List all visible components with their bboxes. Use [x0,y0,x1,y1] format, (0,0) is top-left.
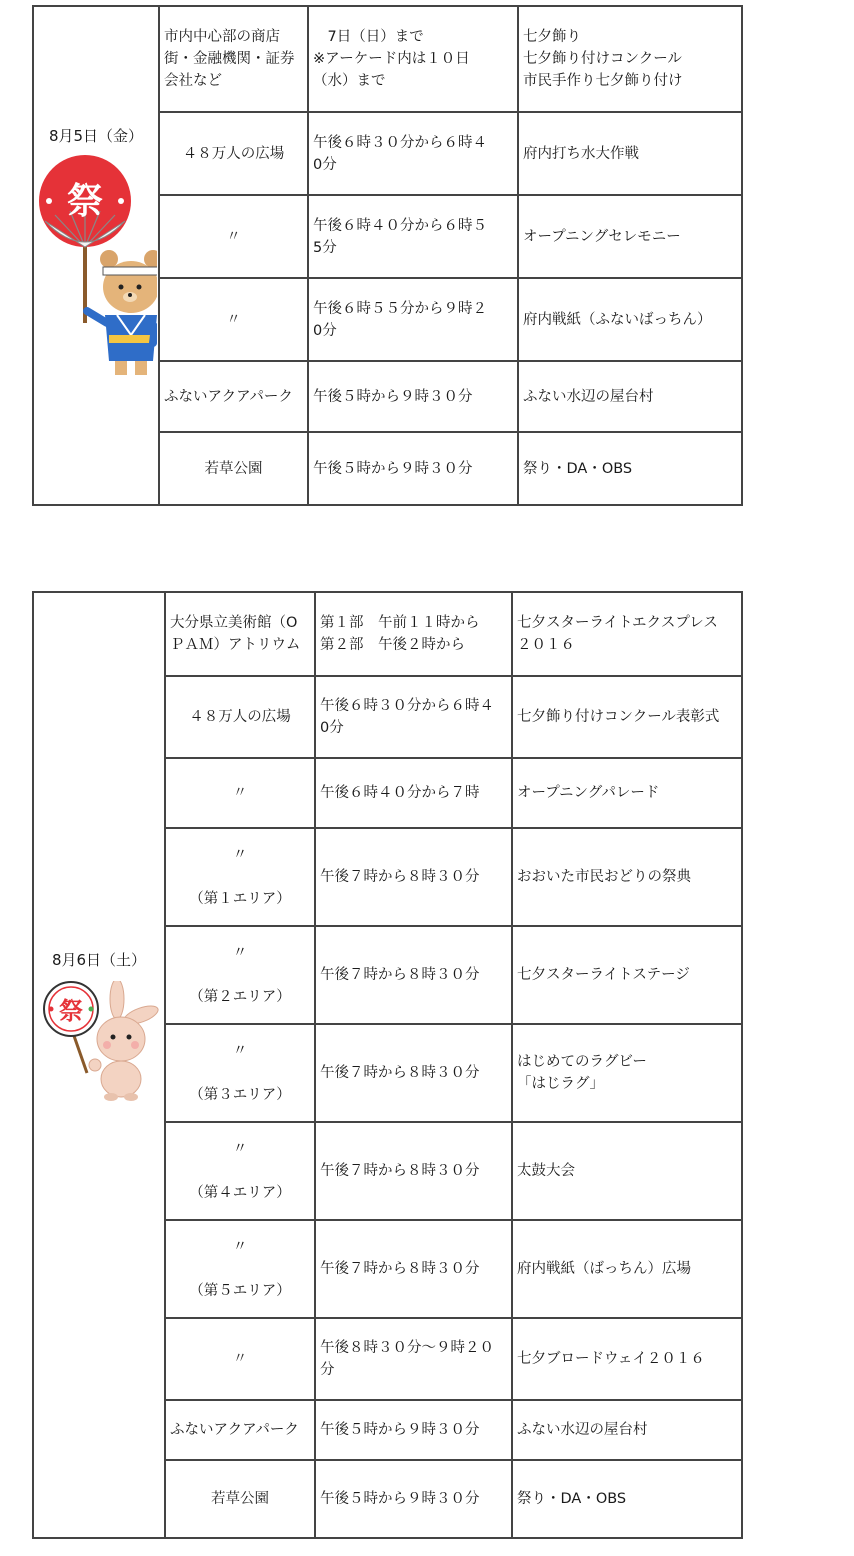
event-cell: 府内戦紙（ばっちん）広場 [512,1220,742,1318]
event-cell: 祭り・DA・OBS [518,432,742,505]
time-cell: 午後５時から９時３０分 [308,361,518,432]
time-cell: 午後６時４０分から６時５ 5分 [308,195,518,278]
schedule-table-aug5 [32,5,743,506]
date-label: 8月5日（金） [48,127,144,145]
event-cell: 七夕飾り 七夕飾り付けコンクール 市民手作り七夕飾り付け [518,6,742,112]
event-cell: ふない水辺の屋台村 [512,1400,742,1460]
place-cell: 〃 [159,278,308,361]
place-cell: 〃 [165,1318,315,1400]
time-cell: 午後７時から８時３０分 [315,1220,512,1318]
rabbit-festival-illustration [37,981,161,1101]
time-cell: 午後６時３０分から６時４ 0分 [308,112,518,195]
place-cell: 若草公園 [165,1460,315,1538]
fan-text: 祭 [59,997,83,1025]
event-cell: 府内打ち水大作戦 [518,112,742,195]
place-cell: 〃 [159,195,308,278]
place-cell: 大分県立美術館（O ＰＡＭ）アトリウム [165,592,315,676]
time-cell: 午後５時から９時３０分 [315,1400,512,1460]
place-cell: 〃 （第２エリア） [165,926,315,1024]
place-cell: ４８万人の広場 [159,112,308,195]
place-cell: ４８万人の広場 [165,676,315,758]
time-cell: 午後７時から８時３０分 [315,1024,512,1122]
event-cell: 七夕スターライトステージ [512,926,742,1024]
date-label: 8月6日（土） [51,951,147,969]
place-cell: ふないアクアパーク [159,361,308,432]
event-cell: 府内戦紙（ふないばっちん） [518,278,742,361]
time-cell: 7日（日）まで ※アーケード内は１０日 （水）まで [308,6,518,112]
time-cell: 午後６時５５分から９時２ 0分 [308,278,518,361]
place-cell: 〃 （第５エリア） [165,1220,315,1318]
date-cell [33,6,159,505]
fan-text: 祭 [66,181,104,222]
event-cell: 祭り・DA・OBS [512,1460,742,1538]
date-cell [33,592,165,1538]
place-cell: 〃 （第３エリア） [165,1024,315,1122]
time-cell: 午後６時３０分から６時４ 0分 [315,676,512,758]
event-cell: 七夕飾り付けコンクール表彰式 [512,676,742,758]
place-cell: 若草公園 [159,432,308,505]
time-cell: 午後５時から９時３０分 [315,1460,512,1538]
place-cell: 〃 （第４エリア） [165,1122,315,1220]
place-cell: 市内中心部の商店 街・金融機関・証券 会社など [159,6,308,112]
place-cell: 〃 [165,758,315,828]
event-cell: はじめてのラグビー 「はじラグ」 [512,1024,742,1122]
schedule-table-aug6 [32,591,743,1539]
time-cell: 午後８時３０分～９時２０ 分 [315,1318,512,1400]
time-cell: 午後７時から８時３０分 [315,1122,512,1220]
time-cell: 午後７時から８時３０分 [315,828,512,926]
event-cell: 七夕ブロードウェイ２０１６ [512,1318,742,1400]
time-cell: 午後６時４０分から７時 [315,758,512,828]
event-cell: オープニングセレモニー [518,195,742,278]
time-cell: 午後７時から８時３０分 [315,926,512,1024]
place-cell: ふないアクアパーク [165,1400,315,1460]
time-cell: 第１部 午前１１時から 第２部 午後２時から [315,592,512,676]
place-cell: 〃 （第１エリア） [165,828,315,926]
event-cell: ふない水辺の屋台村 [518,361,742,432]
event-cell: おおいた市民おどりの祭典 [512,828,742,926]
event-cell: 七夕スターライトエクスプレス ２０１６ [512,592,742,676]
time-cell: 午後５時から９時３０分 [308,432,518,505]
bear-festival-illustration [35,155,157,395]
event-cell: オープニングパレード [512,758,742,828]
event-cell: 太鼓大会 [512,1122,742,1220]
